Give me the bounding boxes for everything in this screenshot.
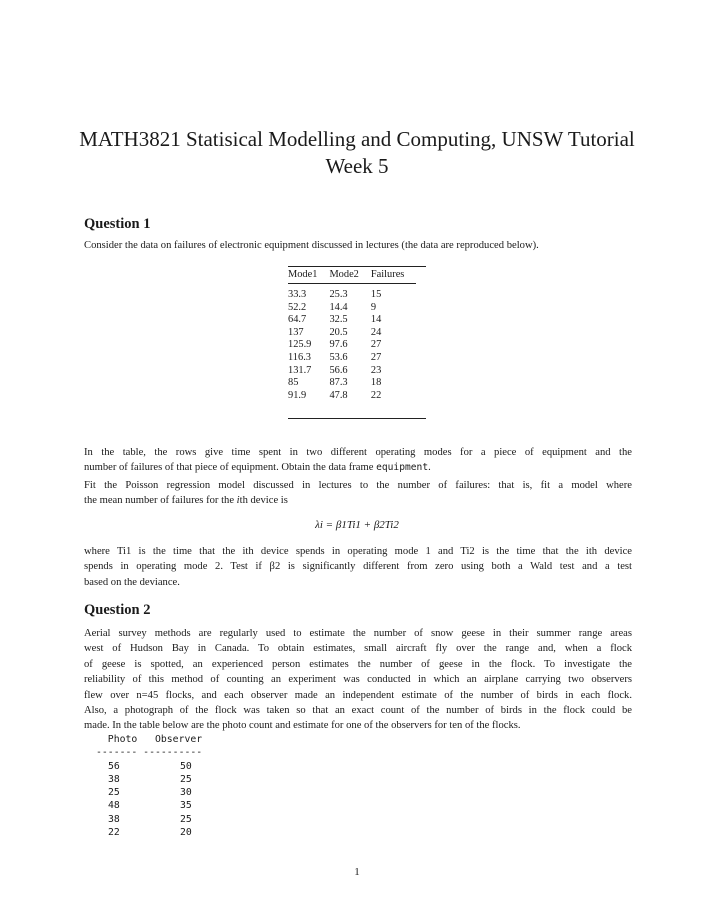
table-cell: 27	[370, 351, 382, 363]
list-item	[96, 799, 202, 812]
question-2-heading: Question 2	[84, 602, 151, 618]
table-cell: 91.9	[288, 389, 307, 401]
photo-count: 38	[108, 813, 120, 825]
equation-text: λi = β1Ti1 + β2Ti2	[315, 519, 399, 531]
equipment-table	[288, 264, 416, 402]
observer-estimate: 20	[180, 827, 192, 839]
table-row	[288, 302, 416, 315]
table-cell: 15	[370, 289, 382, 300]
document-title	[40, 126, 674, 180]
observer-estimate: 50	[180, 760, 192, 772]
observer-estimate: 35	[180, 800, 192, 812]
table-cell: 125.9	[288, 339, 312, 351]
table-row	[288, 352, 416, 365]
question-1-paragraph-3	[84, 478, 632, 509]
table-row	[288, 365, 416, 378]
geese-table-header: Photo Observer	[96, 734, 203, 745]
list-item	[96, 786, 202, 799]
page-number: 1	[354, 866, 360, 878]
q2-line-4: reliability of this method of counting an experiment was conducted in which an airplane carrying two observers	[84, 674, 632, 686]
photo-count: 22	[108, 827, 120, 839]
table-cell: 24	[370, 326, 382, 338]
question-1-intro	[84, 238, 632, 253]
table-cell: 14	[370, 314, 382, 326]
photo-count: 48	[108, 800, 120, 812]
q1-p4-line-1: where Ti1 is the time that the ith device spends in operating mode 1 and Ti2 is the time that the ith device	[84, 546, 632, 557]
table-cell: 97.6	[329, 339, 348, 351]
col-failures-header: Failures	[371, 264, 416, 284]
table-row	[288, 339, 416, 352]
equipment-table-body	[288, 284, 416, 403]
observer-estimate: 25	[180, 773, 192, 785]
code-equipment: equipment	[376, 462, 429, 474]
poisson-equation	[0, 519, 714, 531]
q1-intro-text: Consider the data on failures of electronic equipment discussed in lectures (the data are reproduced below).	[84, 240, 539, 251]
table-cell: 116.3	[288, 351, 311, 363]
title-line-2: Week 5	[325, 154, 389, 178]
table-cell: 23	[370, 364, 382, 376]
table-cell: 27	[370, 339, 382, 351]
observer-estimate: 30	[180, 787, 192, 799]
list-item	[96, 760, 202, 773]
q2-line-6: Also, a photograph of the flock was taken so that an exact count of the number of birds in the flock could be	[84, 705, 632, 717]
table-cell: 137	[288, 326, 304, 338]
table-cell: 52.2	[288, 301, 307, 313]
table-cell: 33.3	[288, 289, 307, 300]
q1-p3-text: the mean number of failures for the	[84, 495, 237, 507]
q1-p3-line-2	[84, 493, 632, 508]
table-cell: 87.3	[329, 377, 348, 389]
question-1-paragraph-2	[84, 445, 632, 476]
table-header-row	[288, 264, 416, 284]
table-cell: 18	[370, 377, 382, 389]
question-1-heading: Question 1	[84, 216, 151, 232]
q1-p2-line-1: In the table, the rows give time spent in two different operating modes for a piece of equipment and the	[84, 447, 632, 458]
observer-estimate: 25	[180, 813, 192, 825]
table-row	[288, 377, 416, 390]
q1-p4-line-3: based on the deviance.	[84, 576, 180, 588]
question-1-paragraph-4	[84, 544, 632, 590]
col-mode1-header: Mode1	[288, 264, 329, 284]
question-2-paragraph	[84, 626, 632, 734]
list-item	[96, 826, 202, 839]
geese-table-rule: ------- ----------	[96, 747, 203, 759]
title-line-1: MATH3821 Statisical Modelling and Computing, UNSW Tutorial	[79, 127, 635, 151]
photo-count: 56	[108, 760, 120, 772]
table-cell: 22	[370, 389, 382, 401]
q1-p2-text: number of failures of that piece of equipment. Obtain the data frame	[84, 462, 377, 474]
table-cell: 56.6	[329, 364, 348, 376]
table-cell: 9	[370, 301, 377, 313]
table-row	[288, 390, 416, 403]
q2-line-3: of geese is spotted, an experienced person estimates the number of geese in the flock. To investigate the	[84, 658, 632, 670]
photo-count: 38	[108, 773, 120, 785]
geese-table	[96, 733, 202, 839]
table-cell: 53.6	[329, 351, 348, 363]
q2-line-2: west of Hudson Bay in Canada. To obtain estimates, small aircraft fly over the range and, when a flock	[84, 643, 632, 655]
q1-p4-line-2: spends in operating mode 2. Test if β2 is significantly different from zero using both a Wald test and a test	[84, 561, 632, 573]
table-row	[288, 327, 416, 340]
table-row	[288, 289, 416, 302]
geese-table-rows	[96, 760, 202, 840]
q1-p3-i: i	[236, 495, 240, 507]
table-cell: 131.7	[288, 364, 312, 376]
q1-p2-period: .	[428, 462, 431, 474]
q2-line-1: Aerial survey methods are regularly used to estimate the number of snow geese in their summer range areas	[84, 628, 632, 639]
list-item	[96, 813, 202, 826]
q1-p3-line-1: Fit the Poisson regression model discussed in lectures to the number of failures: that is, fit a model where	[84, 480, 632, 491]
table-cell: 20.5	[329, 326, 348, 338]
table-bottom-rule	[288, 418, 426, 419]
table-cell: 85	[288, 377, 299, 389]
table-cell: 14.4	[329, 301, 348, 313]
table-row	[288, 314, 416, 327]
table-cell: 64.7	[288, 314, 307, 326]
q1-p2-line-2	[84, 460, 632, 475]
q1-p3-text-end: th device is	[239, 495, 288, 507]
table-cell: 47.8	[329, 389, 348, 401]
list-item	[96, 773, 202, 786]
q2-line-5: flew over n=45 flocks, and each observer made an independent estimate of the number of birds in each flock.	[84, 689, 632, 701]
table-cell: 25.3	[329, 289, 348, 300]
photo-count: 25	[108, 787, 120, 799]
col-mode2-header: Mode2	[329, 264, 370, 284]
table-cell: 32.5	[329, 314, 348, 326]
q2-line-7: made. In the table below are the photo count and estimate for one of the observers for ten of the flocks.	[84, 720, 521, 732]
